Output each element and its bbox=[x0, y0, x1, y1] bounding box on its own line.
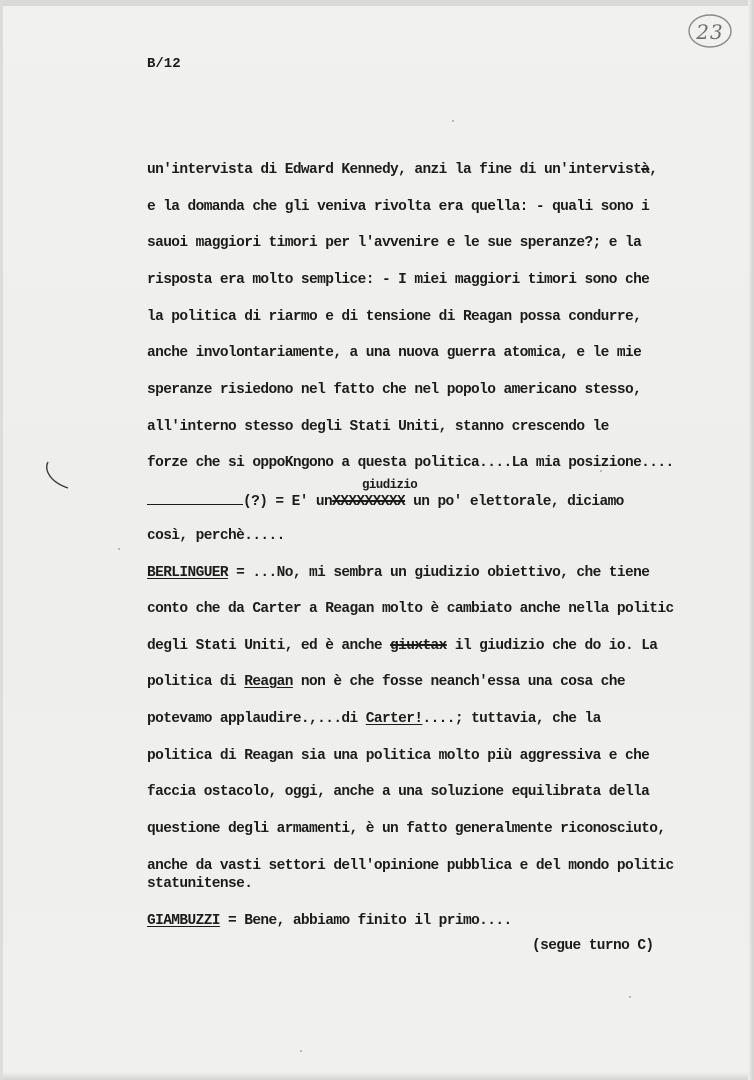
text-line-14-before: degli Stati Uniti, ed è anche bbox=[147, 638, 391, 654]
underlined-carter: Carter! bbox=[365, 711, 423, 727]
text-line-15 bbox=[147, 672, 625, 692]
blank-underline bbox=[147, 490, 243, 505]
continuation-note: (segue turno C) bbox=[532, 938, 654, 954]
text-line-10 bbox=[147, 490, 624, 510]
text-line-15-after: non è che fosse neanch'essa una cosa che bbox=[292, 674, 625, 690]
page-reference: B/12 bbox=[147, 56, 181, 72]
page-number-text: 23 bbox=[696, 20, 724, 44]
text-line-2: e la domanda che gli veniva rivolta era quella: - quali sono i bbox=[147, 199, 650, 215]
text-line-10-after: un po' elettorale, diciamo bbox=[405, 494, 624, 510]
text-line-3: sauoi maggiori timori per l'avvenire e le sue speranze?; e la bbox=[147, 235, 642, 251]
page-edge-top bbox=[0, 0, 754, 6]
text-line-4: risposta era molto semplice: - I miei maggiori timori sono che bbox=[147, 272, 650, 288]
text-line-14-after: il giudizio che do io. La bbox=[446, 638, 658, 654]
text-line-22 bbox=[147, 911, 512, 931]
text-line-9: forze che si oppoKngono a questa politica....La mia posizione.... bbox=[147, 455, 674, 471]
text-line-17: politica di Reagan sia una politica molto più aggressiva e che bbox=[147, 748, 650, 764]
text-line-16-after: ....; tuttavia, che la bbox=[422, 711, 601, 727]
text-line-1-struck: à bbox=[641, 162, 650, 178]
text-line-14-struck: giuxtax bbox=[390, 638, 447, 654]
text-line-5: la politica di riarmo e di tensione di Reagan possa condurre, bbox=[147, 309, 642, 325]
paper-speck bbox=[452, 120, 454, 122]
text-line-1-main: un'intervista di Edward Kennedy, anzi la fine di un'intervist bbox=[147, 162, 642, 178]
text-line-16-before: potevamo applaudire.,...di bbox=[147, 711, 366, 727]
text-line-1: un'intervista di Edward Kennedy, anzi la fine di un'intervistà, bbox=[147, 162, 658, 178]
text-line-12-rest: = ...No, mi sembra un giudizio obiettivo, che tiene bbox=[228, 565, 650, 581]
text-line-10-marker: (?) = E' un bbox=[243, 494, 333, 510]
paper-speck bbox=[629, 996, 631, 998]
underlined-reagan: Reagan bbox=[244, 674, 293, 690]
text-line-12 bbox=[147, 563, 649, 583]
text-line-16 bbox=[147, 709, 601, 729]
text-line-8: all'interno stesso degli Stati Uniti, stanno crescendo le bbox=[147, 419, 609, 435]
text-line-14 bbox=[147, 636, 657, 656]
paper-speck bbox=[300, 1050, 302, 1052]
text-line-22-rest: = Bene, abbiamo finito il primo.... bbox=[219, 913, 512, 929]
speaker-berlinguer: BERLINGUER bbox=[147, 565, 229, 581]
text-line-21: statunitense. bbox=[147, 876, 253, 892]
page-edge-left bbox=[0, 0, 3, 1080]
text-line-7: speranze risiedono nel fatto che nel popolo americano stesso, bbox=[147, 382, 642, 398]
paper-speck bbox=[118, 548, 120, 550]
text-line-11: così, perchè..... bbox=[147, 528, 285, 544]
margin-hook-mark-icon bbox=[40, 458, 74, 494]
speaker-giambuzzi: GIAMBUZZI bbox=[147, 913, 220, 929]
text-line-20: anche da vasti settori dell'opinione pubblica e del mondo politic bbox=[147, 858, 674, 874]
page-edge-bottom bbox=[0, 1072, 754, 1080]
text-line-19: questione degli armamenti, è un fatto generalmente riconosciuto, bbox=[147, 821, 666, 837]
interlinear-correction: giudizio bbox=[362, 478, 418, 492]
page-edge-right bbox=[748, 0, 754, 1080]
text-line-18: faccia ostacolo, oggi, anche a una soluzione equilibrata della bbox=[147, 784, 650, 800]
text-line-10-struck: XXXXXXXXX bbox=[332, 494, 406, 510]
text-line-15-before: politica di bbox=[147, 674, 245, 690]
text-line-13: conto che da Carter a Reagan molto è cambiato anche nella politic bbox=[147, 601, 674, 617]
text-line-6: anche involontariamente, a una nuova guerra atomica, e le mie bbox=[147, 345, 642, 361]
page-number-stamp bbox=[687, 12, 733, 50]
